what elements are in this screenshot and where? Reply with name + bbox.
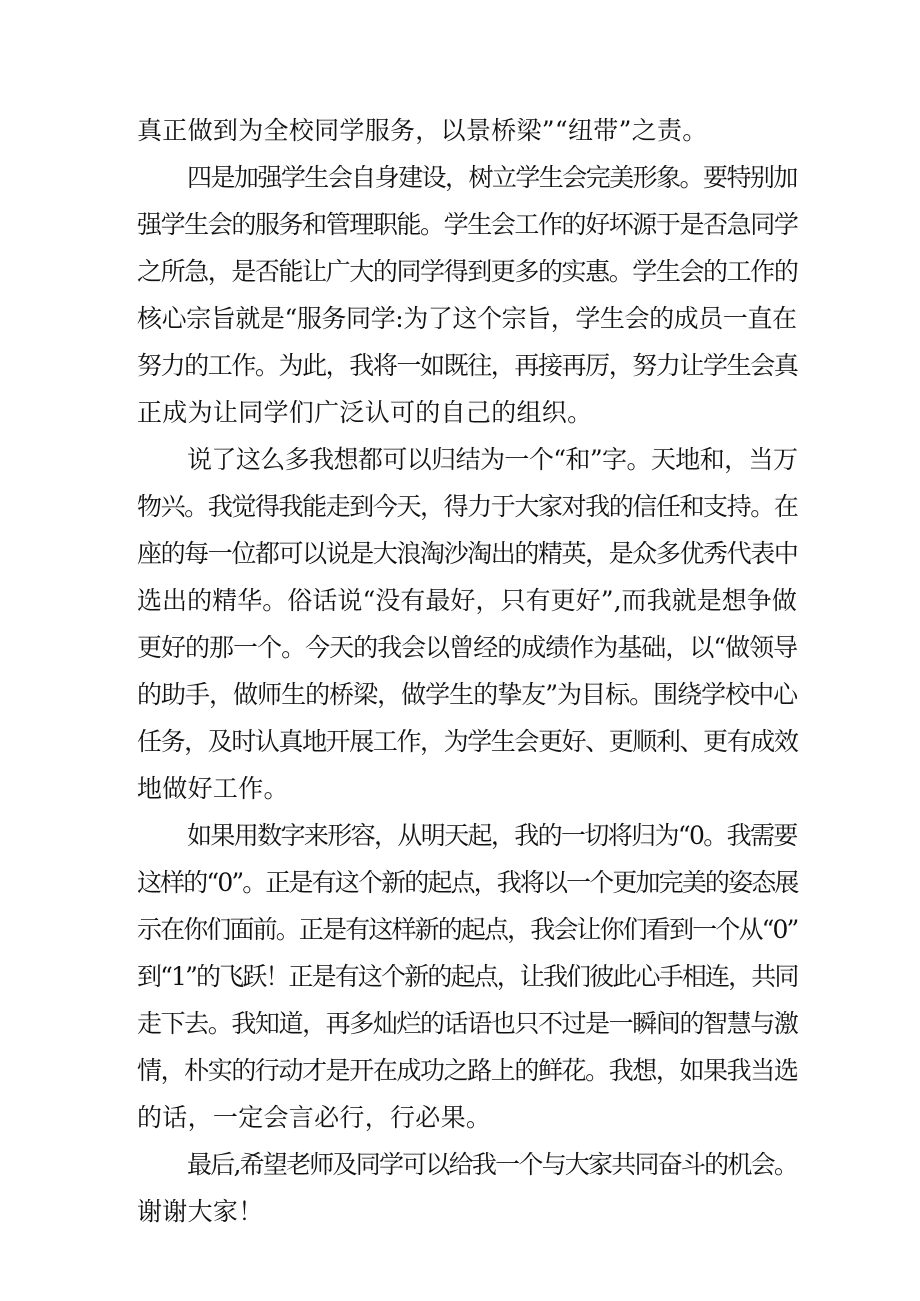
text-line: 最后,希望老师及同学可以给我一个与大家共同奋斗的机会。	[187, 1150, 798, 1179]
text-line: 说了这么多我想都可以归结为一个“和”字。天地和，当万	[187, 445, 798, 474]
text-line: 如果用数字来形容，从明天起，我的一切将归为“0。我需要	[187, 821, 797, 850]
text-line: 选出的精华。俗话说“没有最好，只有更好”,而我就是想争做	[137, 586, 797, 615]
text-line: 努力的工作。为此，我将一如既往，再接再厉，努力让学生会真	[137, 351, 798, 380]
text-line: 任务，及时认真地开展工作，为学生会更好、更顺利、更有成效	[137, 727, 798, 756]
text-line: 地做好工作。	[137, 774, 289, 803]
text-line: 情，朴实的行动才是开在成功之路上的鲜花。我想，如果我当选	[137, 1056, 798, 1085]
text-line: 谢谢大家！	[137, 1197, 264, 1226]
text-line: 四是加强学生会自身建设，树立学生会完美形象。要特别加	[187, 163, 797, 192]
paragraph-4	[137, 812, 797, 1141]
text-line: 核心宗旨就是“服务同学:为了这个宗旨，学生会的成员一直在	[137, 304, 797, 333]
text-line: 示在你们面前。正是有这样新的起点，我会让你们看到一个从“0”	[137, 915, 798, 944]
text-line: 正成为让同学们广泛认可的自己的组织。	[137, 398, 593, 427]
document-body	[137, 107, 797, 1235]
paragraph-1	[137, 107, 797, 154]
text-line: 之所急，是否能让广大的同学得到更多的实惠。学生会的工作的	[137, 257, 798, 286]
text-line: 走下去。我知道，再多灿烂的话语也只不过是一瞬间的智慧与激	[137, 1009, 798, 1038]
text-line: 真正做到为全校同学服务，以景桥梁”“纽带”之责。	[137, 116, 708, 145]
text-line: 更好的那一个。今天的我会以曾经的成绩作为基础，以“做领导	[137, 633, 798, 662]
paragraph-2	[137, 154, 797, 436]
text-line: 物兴。我觉得我能走到今天，得力于大家对我的信任和支持。在	[137, 492, 798, 521]
paragraph-5	[137, 1141, 797, 1235]
text-line: 强学生会的服务和管理职能。学生会工作的好坏源于是否急同学	[137, 210, 798, 239]
text-line: 座的每一位都可以说是大浪淘沙淘出的精英，是众多优秀代表中	[137, 539, 798, 568]
text-line: 这样的“0”。正是有这个新的起点，我将以一个更加完美的姿态展	[137, 868, 798, 897]
text-line: 的话，一定会言必行，行必果。	[137, 1103, 492, 1132]
text-line: 到“1”的飞跃！正是有这个新的起点，让我们彼此心手相连，共同	[137, 962, 798, 991]
text-line: 的助手，做师生的桥梁，做学生的挚友”为目标。围绕学校中心	[137, 680, 798, 709]
paragraph-3	[137, 436, 797, 812]
